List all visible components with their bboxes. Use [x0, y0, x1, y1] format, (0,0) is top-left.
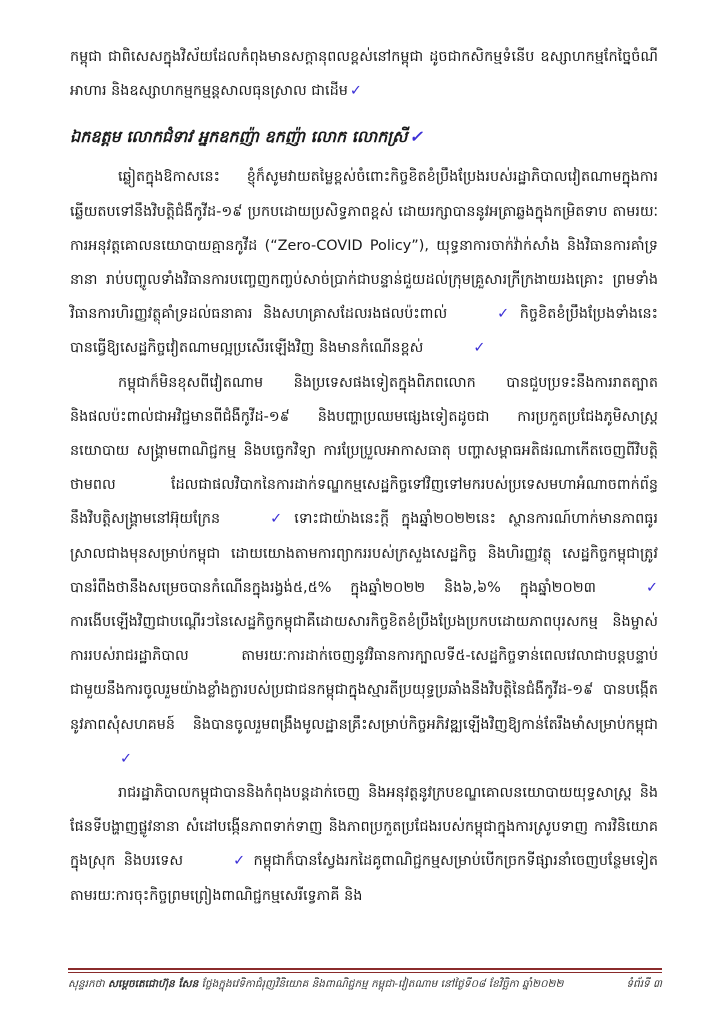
paragraph-text: កម្ពុជាក៏បានស្វែងរកដៃគូពាណិជ្ជកម្មសម្រាប់បើកច្រកទីផ្សារនាំចេញបន្ថែមទៀត តាមរយៈការចុះកិច្ចព្រមព្រៀងពាណិជ្ជកម្មសេរីទ្វេភាគី និង: [70, 853, 658, 904]
check-mark-icon: ✓: [645, 579, 658, 596]
salutation-heading: [70, 120, 658, 154]
check-mark-icon: ✓: [497, 306, 510, 323]
paragraph-text: ការងើបឡើងវិញជាបណ្ដើរៗនៃសេដ្ឋកិច្ចកម្ពុជាគឺដោយសារកិច្ចខិតខំប្រឹងប្រែងប្រកបដោយភាពបុរសកម្ម និងម្ចាស់ការរបស់រាជរដ្ឋាភិបាល តាមរយៈការដាក់ចេញនូវវិធានការក្បាលទី៥-សេដ្ឋកិច្ចទាន់ពេលវេលាជាបន្តបន្ទាប់ ជាមួយនឹងការចូលរួមយ៉ាងខ្លាំងក្លារបស់ប្រជាជនកម្ពុជាក្នុងស្មារតីប្រយុទ្ធប្រឆាំងនឹងវិបត្តិនៃជំងឺកូវីដ-១៩ បានបង្កើតនូវភាពសុំសហគមន៍ និងបានចូលរួមពង្រឹងមូលដ្ឋានគ្រឹះសម្រាប់កិច្ចអភិវឌ្ឍឡើងវិញឱ្យកាន់តែរឹងមាំសម្រាប់កម្ពុជា: [70, 614, 658, 733]
paragraph-vietnam: [70, 160, 658, 365]
check-mark-icon: ✓: [409, 127, 423, 147]
footer-divider: [68, 968, 662, 970]
heading-text: ឯកឧត្តម លោកជំទាវ អ្នកឧកញ៉ា ឧកញ៉ា លោក លោកស្រី: [70, 127, 408, 147]
check-mark-icon: ✓: [473, 340, 486, 357]
page-number: ទំព័រទី ៣: [626, 978, 662, 990]
paragraph-text: កម្ពុជា ជាពិសេសក្នុងវិស័យដែលកំពុងមានសក្ដានុពលខ្ពស់នៅកម្ពុជា ដូចជាកសិកម្មទំនើប ឧស្សាហកម្មកែច្នៃចំណីអាហារ និងឧស្សាហកម្មកម្មន្តសាលធុនស្រាល ជាដើម: [70, 49, 658, 100]
footer-event: ថ្លែងក្នុងវេទិកាជំរុញវិនិយោគ និងពាណិជ្ជកម្ម កម្ពុជា-វៀតណាម នៅថ្ងៃទី០៨ ខែវិច្ឆិកា ឆ្នាំ២០២២: [198, 978, 564, 990]
paragraph-text: កម្ពុជាក៏មិនខុសពីវៀតណាម និងប្រទេសផងទៀតក្នុងពិភពលោក បានជួបប្រទះនឹងការរាតត្បាត និងផលប៉ះពាល់ជាអវិជ្ជមានពីជំងឺកូវីដ-១៩ និងបញ្ហាប្រឈមផ្សេងទៀតដូចជា ការប្រកួតប្រជែងភូមិសាស្ត្រនយោបាយ សង្គ្រាមពាណិជ្ជកម្ម និងបច្ចេកវិទ្យា ការប្រែប្រួលអាកាសធាតុ បញ្ហាសម្ពាធអតិផរណាកើតចេញពីវិបត្តិថាមពល ដែលជាផលវិបាកនៃការដាក់ទណ្ឌកម្មសេដ្ឋកិច្ចទៅវិញទៅមករបស់ប្រទេសមហាអំណាចពាក់ព័ន្ធនឹងវិបត្តិសង្គ្រាមនៅអ៊ុយក្រែន: [70, 374, 658, 528]
page-footer: [68, 968, 662, 1008]
paragraph-intro: [70, 40, 658, 108]
paragraph-text: ទោះជាយ៉ាងនេះក្ដី ក្នុងឆ្នាំ២០២២នេះ ស្ថានការណ៍ហាក់មានភាពធូរស្រាលជាងមុនសម្រាប់កម្ពុជា ដោយយោងតាមការព្យាកររបស់ក្រសួងសេដ្ឋកិច្ច និងហិរញ្ញវត្ថុ សេដ្ឋកិច្ចកម្ពុជាត្រូវបានរំពឹងថានឹងសម្រេចបានកំណើនក្នុងរង្វង់៥,៥% ក្នុងឆ្នាំ២០២២ និង៦,៦% ក្នុងឆ្នាំ២០២៣: [70, 511, 658, 596]
footer-prefix: សុន្ទរកថា: [68, 978, 105, 990]
check-mark-icon: ✓: [270, 511, 283, 528]
check-mark-icon: ✓: [233, 853, 246, 870]
footer-divider: [68, 972, 662, 973]
footer-speaker: សម្ដេចតេជោហ៊ុន សែន: [108, 978, 199, 990]
check-mark-icon: ✓: [120, 750, 133, 767]
paragraph-text: កិច្ចខិតខំប្រឹងប្រែងទាំងនេះ បានធ្វើឱ្យសេដ្ឋកិច្ចវៀតណាមល្អប្រសើរឡើងវិញ និងមានកំណើនខ្ពស់: [70, 306, 658, 357]
paragraph-text: រាជរដ្ឋាភិបាលកម្ពុជាបាននិងកំពុងបន្តដាក់ចេញ និងអនុវត្តនូវក្របខណ្ឌគោលនយោបាយយុទ្ធសាស្ត្រ និងផែនទីបង្ហាញផ្លូវនានា សំដៅបង្កើនភាពទាក់ទាញ និងភាពប្រកួតប្រជែងរបស់កម្ពុជាក្នុងការស្រូបទាញ ការវិនិយោគក្នុងស្រុក និងបរទេស: [70, 785, 658, 870]
footer-caption: [68, 978, 563, 993]
paragraph-text: ឆ្លៀតក្នុងឱកាសនេះ ខ្ញុំក៏សូមវាយតម្លៃខ្ពស់ចំពោះកិច្ចខិតខំប្រឹងប្រែងរបស់រដ្ឋាភិបាលវៀតណាមក្នុងការឆ្លើយតបទៅនឹងវិបត្តិជំងឺកូវីដ-១៩ ប្រកបដោយប្រសិទ្ធភាពខ្ពស់ ដោយរក្សាបាននូវអត្រាឆ្លងក្នុងកម្រិតទាប តាមរយៈការអនុវត្តគោលនយោបាយគ្មានកូវីដ (“Zero-COVID Policy”), យុទ្ធនាការចាក់វ៉ាក់សាំង និងវិធានការគាំទ្រនានា រាប់បញ្ចូលទាំងវិធានការបញ្ចេញកញ្ចប់សាច់ប្រាក់ជាបន្ទាន់ជួយដល់ក្រុមគ្រួសារក្រីក្រងាយរងគ្រោះ ព្រមទាំងវិធានការហិរញ្ញវត្ថុគាំទ្រដល់ធនាគារ និងសហគ្រាសដែលរងផលប៉ះពាល់: [70, 169, 658, 323]
paragraph-cambodia: [70, 366, 658, 776]
check-mark-icon: ✓: [349, 83, 362, 100]
paragraph-government: [70, 776, 658, 913]
footer-text-row: [68, 978, 662, 993]
